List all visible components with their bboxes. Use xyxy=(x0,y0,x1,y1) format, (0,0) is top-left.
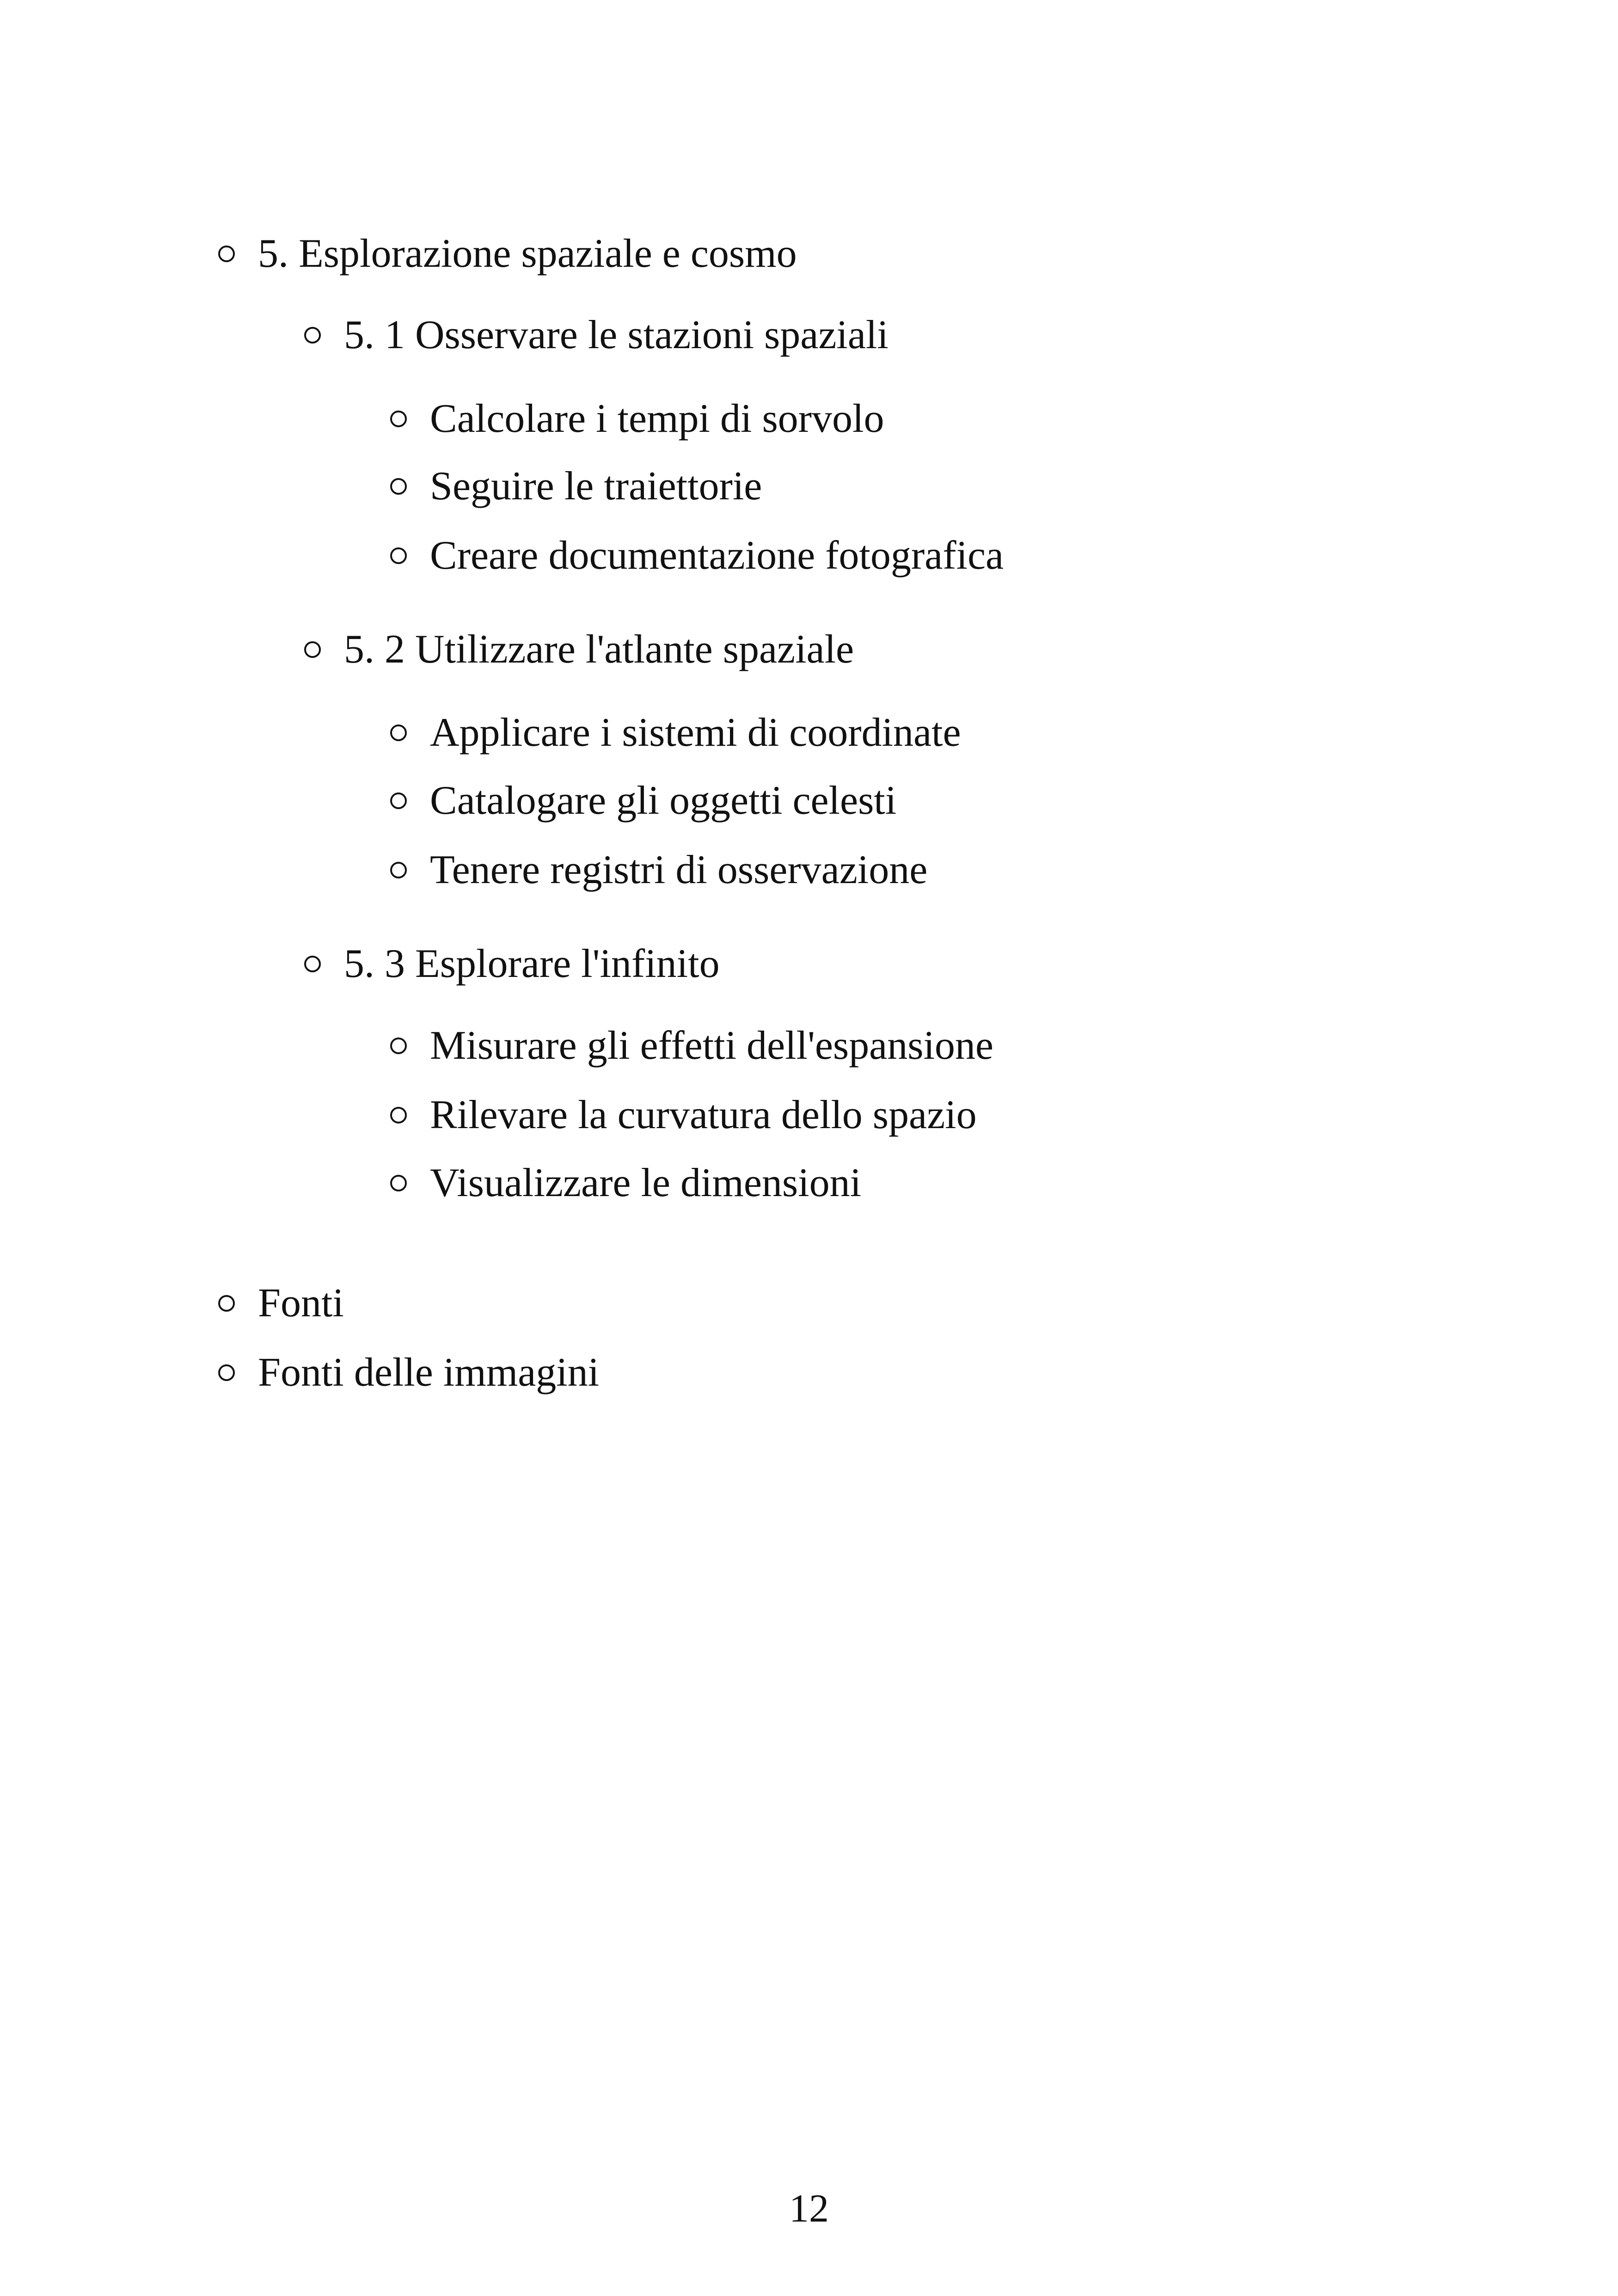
circle-bullet-icon xyxy=(304,956,321,972)
toc-item-section-5-1[interactable] xyxy=(304,315,889,356)
toc-item[interactable] xyxy=(390,1025,993,1066)
toc-item-section-5[interactable] xyxy=(218,233,797,274)
circle-bullet-icon xyxy=(304,641,321,658)
toc-item[interactable] xyxy=(390,466,762,507)
toc-item-label: Creare documentazione fotografica xyxy=(430,533,1004,578)
circle-bullet-icon xyxy=(390,1107,407,1123)
toc-item[interactable] xyxy=(390,712,961,753)
circle-bullet-icon xyxy=(390,1175,407,1191)
circle-bullet-icon xyxy=(390,547,407,564)
toc-item-label: Fonti xyxy=(258,1281,344,1326)
toc-item-label: 5. Esplorazione spaziale e cosmo xyxy=(258,231,797,276)
toc-item-label: Catalogare gli oggetti celesti xyxy=(430,778,897,823)
toc-item-fonti[interactable] xyxy=(218,1283,344,1324)
toc-item-label: Visualizzare le dimensioni xyxy=(430,1160,862,1205)
toc-item-label: 5. 3 Esplorare l'infinito xyxy=(344,941,720,986)
circle-bullet-icon xyxy=(390,862,407,878)
toc-item-fonti-immagini[interactable] xyxy=(218,1352,599,1393)
circle-bullet-icon xyxy=(390,1037,407,1054)
circle-bullet-icon xyxy=(390,792,407,809)
toc-item-section-5-3[interactable] xyxy=(304,941,720,986)
toc-item-section-5-2[interactable] xyxy=(304,629,854,670)
circle-bullet-icon xyxy=(390,478,407,495)
toc-item-label: Fonti delle immagini xyxy=(258,1350,600,1395)
circle-bullet-icon xyxy=(390,411,407,427)
toc-item[interactable] xyxy=(390,780,896,821)
toc-item-label: Applicare i sistemi di coordinate xyxy=(430,710,961,755)
toc-item[interactable] xyxy=(390,396,884,441)
toc-item-label: 5. 2 Utilizzare l'atlante spaziale xyxy=(344,627,854,672)
circle-bullet-icon xyxy=(390,724,407,741)
toc-item-label: Misurare gli effetti dell'espansione xyxy=(430,1023,993,1068)
circle-bullet-icon xyxy=(218,246,235,262)
toc-item-label: 5. 1 Osservare le stazioni spaziali xyxy=(344,313,889,357)
toc-item-label: Calcolare i tempi di sorvolo xyxy=(430,396,884,441)
toc-item[interactable] xyxy=(390,535,1004,576)
circle-bullet-icon xyxy=(218,1295,235,1312)
toc-item[interactable] xyxy=(390,1160,862,1205)
toc-item-label: Rilevare la curvatura dello spazio xyxy=(430,1093,977,1137)
toc-item-label: Seguire le traiettorie xyxy=(430,464,762,509)
toc-item-label: Tenere registri di osservazione xyxy=(430,847,928,892)
page-number: 12 xyxy=(789,2186,829,2230)
circle-bullet-icon xyxy=(304,327,321,344)
circle-bullet-icon xyxy=(218,1364,235,1381)
toc-item[interactable] xyxy=(390,1095,977,1136)
toc-item[interactable] xyxy=(390,847,928,892)
